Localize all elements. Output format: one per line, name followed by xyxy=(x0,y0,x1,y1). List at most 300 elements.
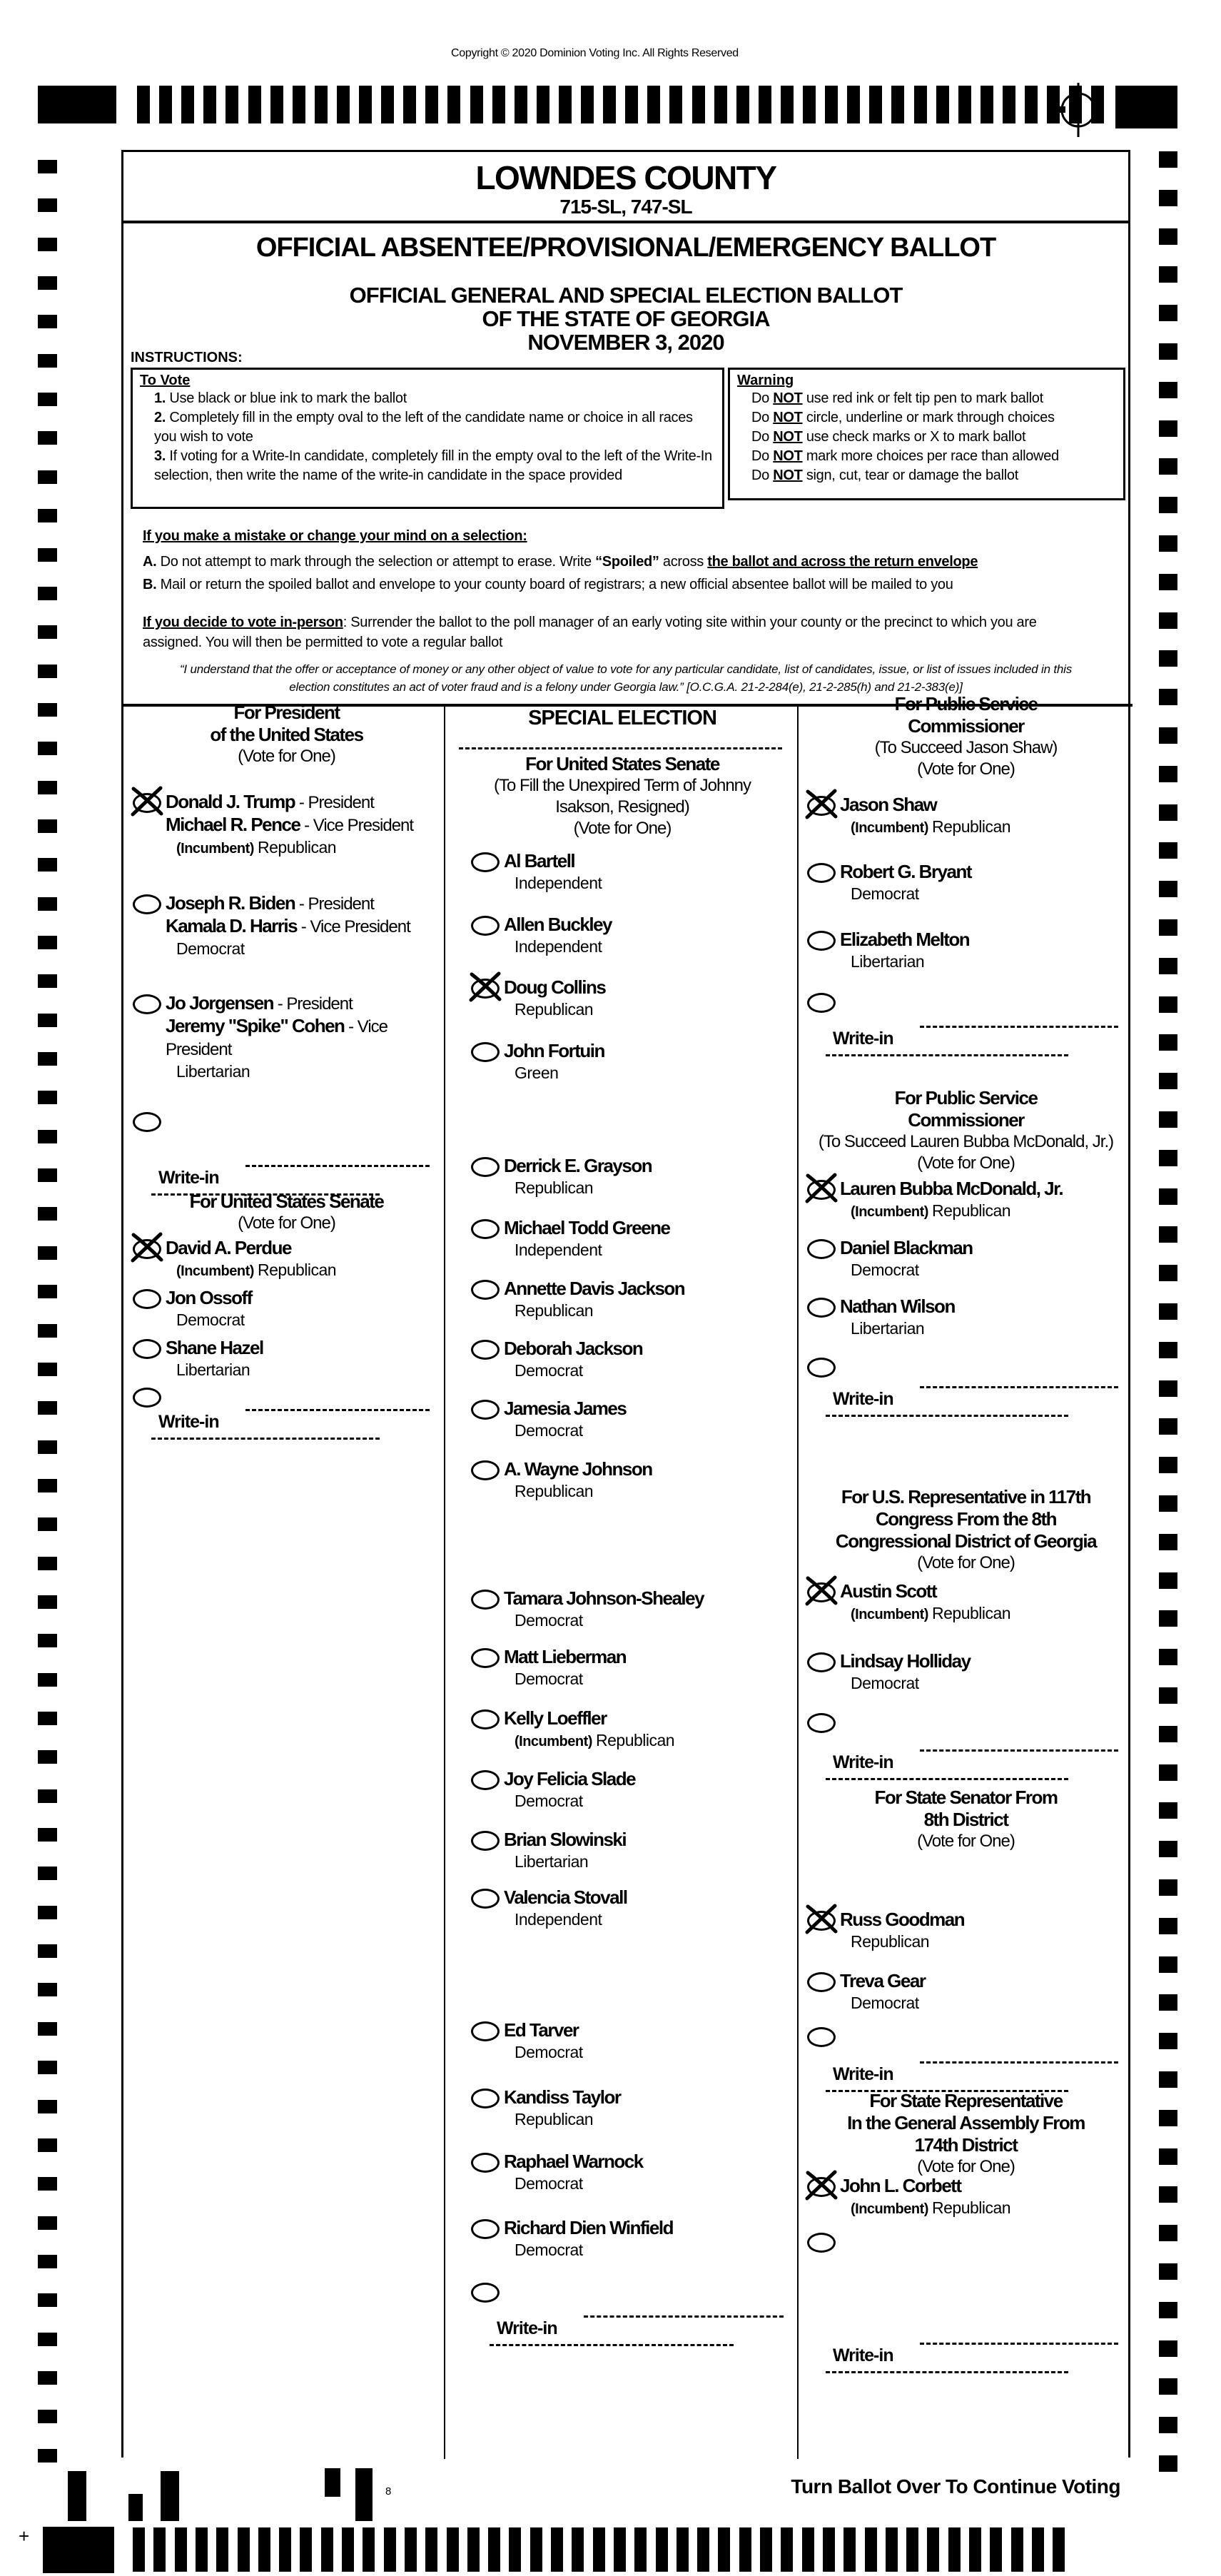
race-title xyxy=(801,1486,1131,1574)
candidate-oval[interactable] xyxy=(471,1831,500,1851)
timing-mark-top xyxy=(381,86,394,123)
timing-mark-right xyxy=(1159,1457,1177,1473)
timing-mark-top xyxy=(1047,86,1060,123)
candidate-party: (Incumbent) Republican xyxy=(515,1731,675,1749)
candidate-name: Valencia Stovall xyxy=(504,1886,627,1908)
candidate-party: Republican xyxy=(515,1178,594,1197)
candidate-row xyxy=(504,1338,794,1381)
timing-mark-left xyxy=(38,1091,57,1104)
timing-mark-top xyxy=(1025,86,1038,123)
mistake-a-underlined: the ballot and across the return envelope xyxy=(707,554,978,570)
timing-mark-right xyxy=(1159,1226,1177,1243)
timing-mark-left xyxy=(38,1440,57,1454)
write-in-label: Write-in xyxy=(158,1412,219,1432)
timing-mark-left xyxy=(38,2061,57,2074)
candidate-oval[interactable] xyxy=(471,916,500,936)
candidate-row xyxy=(504,1040,794,1084)
timing-mark-right xyxy=(1159,650,1177,667)
write-in-label: Write-in xyxy=(833,1029,893,1049)
candidate-oval[interactable] xyxy=(471,1219,500,1239)
timing-mark-left xyxy=(38,1712,57,1725)
timing-mark-top xyxy=(492,86,505,123)
timing-mark-top xyxy=(559,86,572,123)
item-number: 3. xyxy=(154,448,166,464)
to-vote-box xyxy=(131,368,724,509)
candidate-row xyxy=(504,2086,794,2130)
candidate-oval[interactable] xyxy=(471,1648,500,1668)
timing-mark-top xyxy=(293,86,305,123)
timing-mark-top xyxy=(958,86,971,123)
candidate-party: Republican xyxy=(851,1932,930,1951)
item-text: If voting for a Write-In candidate, completely fill in the empty oval to the left of the Write-In selection, then write the name of the write-in candidate in the space provided xyxy=(154,448,712,483)
write-in-line[interactable] xyxy=(584,2315,784,2318)
candidate-oval[interactable] xyxy=(807,1239,836,1259)
write-in-line[interactable] xyxy=(245,1165,430,1167)
candidate-name: Joseph R. Biden - President xyxy=(166,892,374,914)
candidate-oval[interactable] xyxy=(807,1298,836,1318)
write-in-oval[interactable] xyxy=(807,993,836,1013)
timing-mark-left xyxy=(38,2333,57,2346)
warning-pre: Do xyxy=(751,468,774,483)
candidate-row xyxy=(504,1646,794,1689)
x-mark-icon xyxy=(801,1172,841,1208)
candidate-name: Raphael Warnock xyxy=(504,2151,643,2172)
warning-pre: Do xyxy=(751,390,774,406)
candidate-row xyxy=(504,976,794,1020)
race-subtitle-line: (Vote for One) xyxy=(917,1153,1015,1173)
warning-item xyxy=(751,428,1116,447)
race-title-line: For United States Senate xyxy=(525,753,719,774)
race-subtitle-line: (To Succeed Jason Shaw) xyxy=(874,738,1058,757)
candidate-oval[interactable] xyxy=(133,1289,161,1309)
timing-mark-right xyxy=(1159,1841,1177,1857)
timing-mark-bottom xyxy=(843,2527,856,2572)
candidate-party: Democrat xyxy=(515,1670,583,1688)
write-in-oval[interactable] xyxy=(807,1358,836,1378)
incumbent-tag: (Incumbent) xyxy=(851,1204,932,1220)
write-in-oval[interactable] xyxy=(133,1112,161,1132)
timing-mark-left xyxy=(38,703,57,717)
race-title xyxy=(801,1787,1131,1852)
stub-bar xyxy=(68,2471,86,2521)
candidate-oval[interactable] xyxy=(471,852,500,872)
to-vote-item xyxy=(154,389,715,408)
race-title-line: For Public Service xyxy=(894,693,1038,714)
write-in-oval[interactable] xyxy=(807,2233,836,2253)
race-subtitle-line: (To Succeed Lauren Bubba McDonald, Jr.) xyxy=(818,1132,1114,1151)
candidate-name: Allen Buckley xyxy=(504,914,612,935)
candidate-oval[interactable] xyxy=(471,1157,500,1177)
candidate-name: Lauren Bubba McDonald, Jr. xyxy=(840,1178,1063,1199)
timing-mark-right xyxy=(1159,1073,1177,1089)
timing-mark-left xyxy=(38,974,57,988)
candidate-party: Independent xyxy=(515,1241,602,1259)
timing-mark-bottom xyxy=(614,2527,626,2572)
timing-mark-right xyxy=(1159,996,1177,1013)
timing-block-bottom-left xyxy=(43,2527,114,2573)
warning-rest: sign, cut, tear or damage the ballot xyxy=(802,468,1018,483)
timing-mark-left xyxy=(38,1285,57,1298)
write-in-label: Write-in xyxy=(833,1389,893,1409)
race-title-line: For State Representative xyxy=(869,2090,1063,2111)
timing-mark-left xyxy=(38,1014,57,1027)
candidate-name: Richard Dien Winfield xyxy=(504,2217,673,2238)
candidate-row xyxy=(840,1970,1128,2014)
candidate-party: Democrat xyxy=(851,1994,919,2012)
timing-mark-right xyxy=(1159,804,1177,821)
timing-mark-right xyxy=(1159,2455,1177,2472)
timing-mark-left xyxy=(38,1557,57,1570)
county-title: LOWNDES COUNTY xyxy=(475,159,776,196)
timing-mark-right xyxy=(1159,1918,1177,1934)
candidate-row xyxy=(166,1237,440,1282)
timing-mark-left xyxy=(38,897,57,911)
write-in-line[interactable] xyxy=(920,1026,1118,1028)
candidate-name: Doug Collins xyxy=(504,976,606,998)
candidate-oval[interactable] xyxy=(133,1339,161,1359)
candidate-oval[interactable] xyxy=(807,1652,836,1672)
timing-mark-right xyxy=(1159,1495,1177,1512)
timing-mark-bottom xyxy=(509,2527,521,2572)
candidate-row xyxy=(840,1909,1128,1952)
timing-mark-left xyxy=(38,354,57,368)
timing-mark-bottom xyxy=(300,2527,312,2572)
candidate-party: Independent xyxy=(515,874,602,892)
timing-mark-right xyxy=(1159,228,1177,245)
candidate-party: Independent xyxy=(515,1910,602,1929)
timing-mark-left xyxy=(38,2371,57,2385)
x-mark-icon xyxy=(127,1231,167,1268)
timing-mark-right xyxy=(1159,2110,1177,2126)
timing-mark-left xyxy=(38,665,57,678)
timing-mark-right xyxy=(1159,1649,1177,1665)
timing-mark-left xyxy=(38,858,57,872)
candidate-oval[interactable] xyxy=(471,1590,500,1610)
timing-mark-left xyxy=(38,742,57,755)
timing-mark-right xyxy=(1159,190,1177,206)
write-in-line[interactable] xyxy=(826,1054,1068,1056)
mistake-a-spoiled: “Spoiled” xyxy=(595,554,659,570)
item-text: Completely fill in the empty oval to the left of the candidate name or choice in all races you wish to vote xyxy=(154,410,693,445)
timing-block-top-right xyxy=(1115,86,1177,128)
warning-pre: Do xyxy=(751,429,774,445)
candidate-oval[interactable] xyxy=(471,2153,500,2173)
write-in-line[interactable] xyxy=(920,1386,1118,1388)
timing-mark-bottom xyxy=(258,2527,270,2572)
write-in-line[interactable] xyxy=(920,1749,1118,1752)
timing-mark-right xyxy=(1159,266,1177,283)
timing-mark-top xyxy=(847,86,860,123)
candidate-row xyxy=(166,992,440,1082)
warning-pre: Do xyxy=(751,410,774,425)
timing-mark-left xyxy=(38,276,57,290)
timing-mark-bottom xyxy=(781,2527,793,2572)
candidate-oval[interactable] xyxy=(471,1340,500,1360)
write-in-label: Write-in xyxy=(497,2318,557,2338)
candidate-party: Democrat xyxy=(851,884,919,903)
candidate-oval[interactable] xyxy=(471,1280,500,1300)
timing-mark-left xyxy=(38,2449,57,2463)
timing-mark-left xyxy=(38,2216,57,2230)
timing-mark-right xyxy=(1159,1726,1177,1742)
timing-mark-bottom xyxy=(321,2527,333,2572)
timing-mark-bottom xyxy=(384,2527,396,2572)
candidate-row xyxy=(504,1829,794,1872)
mistake-a-prefix: A. xyxy=(143,554,157,570)
warning-item xyxy=(751,389,1116,408)
race-subtitle-line: (Vote for One) xyxy=(238,1213,335,1233)
warning-rest: use check marks or X to mark ballot xyxy=(802,429,1026,445)
candidate-name: Kelly Loeffler xyxy=(504,1707,607,1729)
timing-mark-top xyxy=(692,86,705,123)
candidate-party: (Incumbent) Republican xyxy=(851,2198,1011,2217)
timing-mark-top xyxy=(736,86,749,123)
mistake-item-a xyxy=(143,552,1120,572)
timing-mark-right xyxy=(1159,2378,1177,2395)
write-in-line[interactable] xyxy=(245,1409,430,1411)
mistake-a-text1: Do not attempt to mark through the selection or attempt to erase. Write xyxy=(156,554,596,570)
election-date: NOVEMBER 3, 2020 xyxy=(527,330,724,355)
candidate-name: Austin Scott xyxy=(840,1580,937,1602)
candidate-row xyxy=(504,1458,794,1502)
timing-mark-left xyxy=(38,2177,57,2191)
warning-rest: mark more choices per race than allowed xyxy=(802,448,1059,464)
timing-mark-left xyxy=(38,2293,57,2307)
stub-bar xyxy=(128,2494,143,2521)
timing-mark-top xyxy=(248,86,261,123)
timing-mark-left xyxy=(38,1130,57,1143)
candidate-party: Independent xyxy=(515,937,602,956)
candidate-name: Michael Todd Greene xyxy=(504,1217,670,1238)
timing-mark-right xyxy=(1159,2340,1177,2357)
candidate-oval[interactable] xyxy=(807,931,836,951)
warning-item xyxy=(751,466,1116,485)
candidate-party: (Incumbent) Republican xyxy=(851,817,1011,836)
timing-mark-top xyxy=(515,86,527,123)
timing-mark-top xyxy=(270,86,283,123)
race-title-line: Congress From the 8th xyxy=(875,1508,1057,1530)
timing-mark-bottom xyxy=(363,2527,375,2572)
timing-mark-left xyxy=(38,1168,57,1182)
timing-mark-left xyxy=(38,1401,57,1415)
race-title-line: Commissioner xyxy=(908,1109,1024,1131)
timing-mark-top xyxy=(537,86,549,123)
warning-not: NOT xyxy=(773,448,803,464)
candidate-oval[interactable] xyxy=(133,894,161,914)
candidate-row xyxy=(504,1707,794,1752)
timing-mark-bottom xyxy=(760,2527,772,2572)
timing-mark-bottom xyxy=(196,2527,208,2572)
candidate-running-mate: Michael R. Pence - Vice President xyxy=(166,814,414,835)
timing-mark-right xyxy=(1159,151,1177,168)
race-subtitle-line: (Vote for One) xyxy=(573,819,672,838)
timing-mark-bottom xyxy=(238,2527,250,2572)
timing-mark-right xyxy=(1159,1380,1177,1397)
write-in-oval[interactable] xyxy=(471,2283,500,2303)
candidate-name: Russ Goodman xyxy=(840,1909,965,1930)
candidate-oval[interactable] xyxy=(471,1460,500,1480)
timing-mark-right xyxy=(1159,2302,1177,2318)
candidate-name: Daniel Blackman xyxy=(840,1237,973,1258)
candidate-name: Jo Jorgensen - President xyxy=(166,992,353,1014)
mistake-item-b xyxy=(143,575,1120,595)
timing-mark-right xyxy=(1159,689,1177,705)
timing-mark-left xyxy=(38,431,57,445)
to-vote-item xyxy=(154,447,715,485)
race-title xyxy=(801,1087,1131,1174)
candidate-row xyxy=(504,2217,794,2261)
race-title xyxy=(801,693,1131,780)
timing-mark-left xyxy=(38,1906,57,1919)
incumbent-tag: (Incumbent) xyxy=(176,841,258,857)
timing-mark-bottom xyxy=(969,2527,981,2572)
mistake-a-text2: across xyxy=(659,554,708,570)
candidate-oval[interactable] xyxy=(471,2219,500,2239)
candidate-name: A. Wayne Johnson xyxy=(504,1458,652,1480)
race-title-line: In the General Assembly From xyxy=(847,2112,1085,2133)
timing-mark-left xyxy=(38,819,57,833)
candidate-name: John Fortuin xyxy=(504,1040,604,1061)
timing-mark-bottom xyxy=(447,2527,459,2572)
write-in-line[interactable] xyxy=(920,2061,1118,2064)
candidate-oval[interactable] xyxy=(471,1042,500,1062)
warning-rest: circle, underline or mark through choices xyxy=(802,410,1055,425)
timing-mark-right xyxy=(1159,420,1177,437)
candidate-name: John L. Corbett xyxy=(840,2175,961,2196)
write-in-line[interactable] xyxy=(490,2344,734,2346)
timing-mark-top xyxy=(1069,86,1082,123)
timing-mark-top xyxy=(181,86,194,123)
write-in-oval[interactable] xyxy=(807,1713,836,1733)
candidate-oval[interactable] xyxy=(807,863,836,883)
write-in-oval[interactable] xyxy=(133,1388,161,1408)
candidate-party: (Incumbent) Republican xyxy=(851,1604,1011,1622)
timing-mark-left xyxy=(38,1324,57,1338)
column-separator-1 xyxy=(444,707,445,2459)
timing-mark-top xyxy=(914,86,927,123)
incumbent-tag: (Incumbent) xyxy=(851,2201,932,2217)
timing-mark-bottom xyxy=(1011,2527,1023,2572)
write-in-line[interactable] xyxy=(826,2371,1068,2373)
stub-bar xyxy=(161,2471,179,2521)
write-in-line[interactable] xyxy=(920,2343,1118,2345)
race-subtitle-line: (Vote for One) xyxy=(917,759,1015,779)
copyright-line: Copyright © 2020 Dominion Voting Inc. All Rights Reserved xyxy=(451,47,739,59)
candidate-party: (Incumbent) Republican xyxy=(851,1201,1011,1220)
candidate-party: Democrat xyxy=(515,1792,583,1810)
timing-mark-left xyxy=(38,1634,57,1647)
timing-mark-right xyxy=(1159,1418,1177,1435)
timing-mark-bottom xyxy=(1032,2527,1044,2572)
write-in-line[interactable] xyxy=(151,1438,380,1440)
timing-mark-left xyxy=(38,238,57,251)
candidate-party: Democrat xyxy=(515,1611,583,1630)
item-text: Use black or blue ink to mark the ballot xyxy=(166,390,407,406)
candidate-oval[interactable] xyxy=(133,994,161,1014)
timing-mark-top xyxy=(714,86,727,123)
warning-box xyxy=(728,368,1125,500)
candidate-row xyxy=(840,1650,1128,1694)
candidate-oval[interactable] xyxy=(471,2088,500,2108)
candidate-running-mate: Jeremy "Spike" Cohen - Vice President xyxy=(166,1015,388,1059)
candidate-row xyxy=(840,929,1128,972)
timing-mark-top xyxy=(226,86,238,123)
instructions-label: INSTRUCTIONS: xyxy=(131,350,243,365)
candidate-oval[interactable] xyxy=(471,1400,500,1420)
turn-ballot-over-note: Turn Ballot Over To Continue Voting xyxy=(791,2475,1120,2497)
timing-mark-bottom xyxy=(488,2527,500,2572)
in-person-note xyxy=(143,612,1092,652)
banner-rule xyxy=(459,747,782,749)
candidate-party: Democrat xyxy=(851,1674,919,1692)
candidate-oval[interactable] xyxy=(471,2021,500,2041)
stub-number: 8 xyxy=(385,2485,392,2497)
timing-mark-left xyxy=(38,393,57,406)
timing-mark-bottom xyxy=(342,2527,354,2572)
timing-mark-bottom xyxy=(467,2527,480,2572)
timing-mark-left xyxy=(38,2410,57,2423)
candidate-party: Republican xyxy=(515,2110,594,2128)
write-in-line[interactable] xyxy=(826,1415,1068,1417)
precinct-combo: 715-SL, 747-SL xyxy=(559,196,692,218)
timing-mark-right xyxy=(1159,2417,1177,2433)
timing-mark-top xyxy=(647,86,660,123)
candidate-row xyxy=(504,850,794,894)
timing-mark-top xyxy=(359,86,372,123)
candidate-oval[interactable] xyxy=(471,1709,500,1729)
item-number: 2. xyxy=(154,410,166,425)
candidate-party: Libertarian xyxy=(851,1319,925,1338)
write-in-oval[interactable] xyxy=(807,2027,836,2047)
timing-mark-top xyxy=(447,86,460,123)
timing-mark-right xyxy=(1159,612,1177,629)
plus-fiducial: + xyxy=(19,2525,30,2547)
timing-mark-right xyxy=(1159,1188,1177,1205)
timing-mark-bottom xyxy=(593,2527,605,2572)
to-vote-title: To Vote xyxy=(140,373,191,388)
mistake-b-text: Mail or return the spoiled ballot and envelope to your county board of registrars; a new official absentee ballot will be mailed to you xyxy=(156,577,953,592)
item-number: 1. xyxy=(154,390,166,406)
timing-mark-top xyxy=(759,86,771,123)
candidate-name: Annette Davis Jackson xyxy=(504,1278,685,1299)
felony-notice-line2: election constitutes an act of voter fraud and is a felony under Georgia law.” [O.C.G.A. 21-2-284(e), 21-2-285(h) and 21-2-383(e)] xyxy=(289,680,963,694)
candidate-oval[interactable] xyxy=(471,1770,500,1790)
candidate-party: Republican xyxy=(515,1000,594,1019)
candidate-oval[interactable] xyxy=(807,1972,836,1992)
x-mark-icon xyxy=(801,1903,841,1939)
write-in-line[interactable] xyxy=(826,1778,1068,1780)
timing-mark-right xyxy=(1159,458,1177,475)
race-subtitle-line: (Vote for One) xyxy=(917,2157,1015,2176)
timing-mark-top xyxy=(625,86,638,123)
candidate-oval[interactable] xyxy=(471,1889,500,1909)
timing-mark-right xyxy=(1159,2263,1177,2280)
candidate-name: Elizabeth Melton xyxy=(840,929,970,950)
race-title-line: Congressional District of Georgia xyxy=(835,1530,1097,1552)
timing-mark-left xyxy=(38,548,57,562)
warning-item xyxy=(751,447,1116,466)
timing-mark-left xyxy=(38,1246,57,1260)
race-title xyxy=(131,702,442,767)
incumbent-tag: (Incumbent) xyxy=(851,1607,932,1622)
timing-mark-bottom xyxy=(739,2527,751,2572)
candidate-party: Democrat xyxy=(176,939,245,958)
candidate-name: Shane Hazel xyxy=(166,1337,263,1358)
candidate-name: Donald J. Trump - President xyxy=(166,791,374,812)
timing-mark-top xyxy=(159,86,172,123)
timing-mark-right xyxy=(1159,2225,1177,2241)
x-mark-icon xyxy=(801,1575,841,1611)
